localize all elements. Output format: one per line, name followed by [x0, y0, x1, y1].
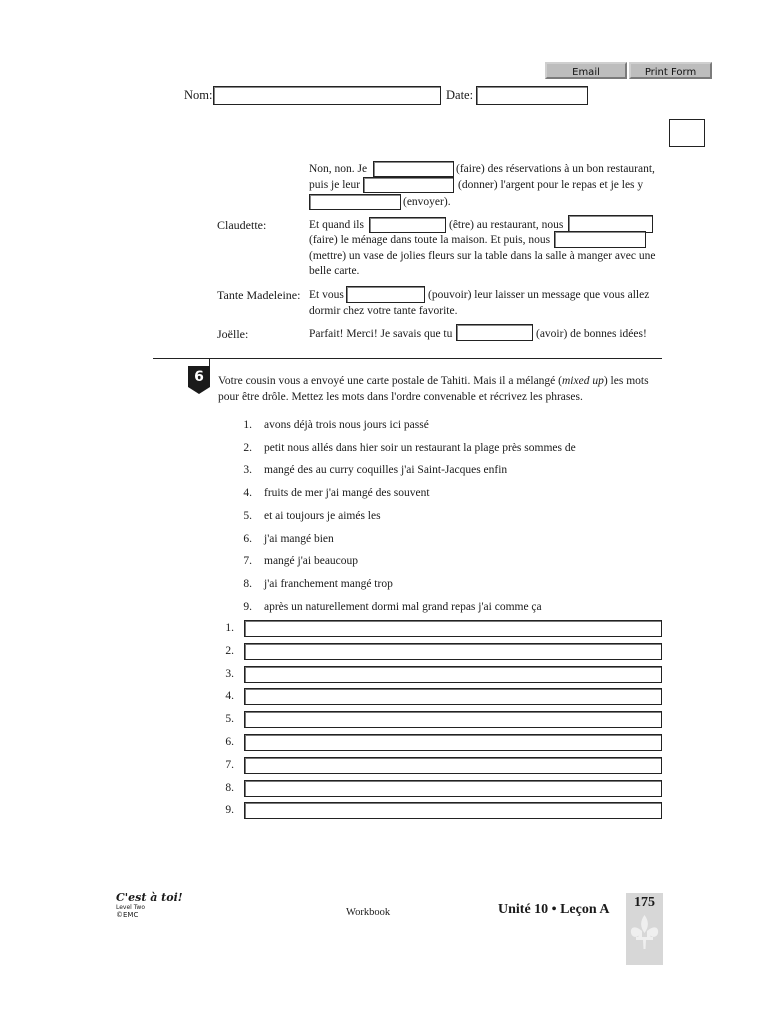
level-text: Level Two — [116, 904, 145, 911]
brand-logo: C'est à toi! — [116, 891, 183, 904]
instr-em: mixed up — [562, 375, 604, 387]
madeleine-line-1b: (pouvoir) leur laisser un message que vous allez — [428, 289, 650, 301]
answer-field[interactable] — [244, 688, 662, 705]
answer-number: 8. — [225, 781, 234, 794]
item-text: j'ai mangé bien — [264, 532, 334, 545]
item-text: avons déjà trois nous jours ici passé — [264, 419, 429, 431]
item-text: petit nous allés dans hier soir un restaurant la plage près sommes de — [264, 441, 576, 454]
answer-field[interactable] — [244, 780, 662, 797]
item-number: 6. — [243, 532, 252, 545]
item-text: mangé j'ai beaucoup — [264, 555, 359, 568]
date-label: Date: — [446, 88, 474, 102]
claudette-line-2: (faire) le ménage dans toute la maison. Et puis, nous — [309, 234, 551, 246]
answer-number: 7. — [225, 758, 234, 771]
exercise-number-badge — [188, 366, 210, 394]
speaker-joelle: Joëlle: — [217, 327, 249, 341]
avoir-field[interactable] — [456, 324, 533, 341]
envoyer-field[interactable] — [309, 194, 401, 210]
speaker-tante-madeleine: Tante Madeleine: — [217, 288, 301, 302]
mettre-field[interactable] — [554, 231, 646, 248]
faire-field-1[interactable] — [373, 161, 454, 177]
item-number: 2. — [243, 441, 252, 454]
instructions-line-2: pour être drôle. Mettez les mots dans l'ordre convenable et récrivez les phrases. — [218, 391, 583, 403]
item-text: et ai toujours je aimés les — [264, 509, 381, 522]
item-text: j'ai franchement mangé trop — [264, 577, 393, 590]
claudette-line-4: belle carte. — [309, 265, 360, 277]
section-divider — [153, 358, 662, 359]
speaker-claudette: Claudette: — [217, 218, 267, 232]
answer-number: 6. — [225, 736, 234, 748]
item-number: 4. — [243, 487, 252, 500]
item-text: après un naturellement dormi mal grand repas j'ai comme ça — [264, 600, 542, 613]
answer-field[interactable] — [244, 802, 662, 819]
instr-post: ) les mots — [603, 375, 649, 387]
answer-field[interactable] — [244, 711, 662, 728]
dialogue-line-3: (envoyer). — [403, 196, 451, 208]
item-number: 3. — [243, 464, 252, 477]
nom-field[interactable] — [213, 86, 441, 105]
joelle-line-1b: (avoir) de bonnes idées! — [536, 328, 647, 340]
item-number: 7. — [243, 555, 252, 568]
dialogue-line-2b: (donner) l'argent pour le repas et je les y — [458, 179, 644, 191]
page-number-block — [626, 893, 663, 965]
dialogue-line-1a: Non, non. Je — [309, 163, 368, 175]
dialogue-line-1b: (faire) des réservations à un bon restaurant, — [456, 163, 655, 175]
score-box[interactable] — [669, 119, 705, 147]
answer-number: 1. — [225, 622, 234, 634]
email-button[interactable]: Email — [545, 62, 627, 79]
answer-field[interactable] — [244, 734, 662, 751]
answer-number: 4. — [225, 690, 234, 703]
answer-field[interactable] — [244, 666, 662, 683]
print-form-button[interactable]: Print Form — [629, 62, 712, 79]
claudette-line-1b: (être) au restaurant, nous — [449, 219, 564, 231]
item-number: 8. — [243, 577, 252, 590]
page-number: 175 — [634, 895, 655, 910]
joelle-line-1a: Parfait! Merci! Je savais que tu — [309, 328, 453, 340]
item-number: 5. — [243, 509, 252, 522]
item-number: 1. — [243, 419, 252, 431]
claudette-line-1a: Et quand ils — [309, 219, 364, 231]
instructions-line-1 — [218, 374, 649, 389]
item-text: fruits de mer j'ai mangé des souvent — [264, 487, 430, 500]
answer-number: 2. — [225, 644, 234, 657]
copyright-text: ©EMC — [116, 911, 139, 919]
donner-field[interactable] — [363, 177, 454, 193]
answer-field[interactable] — [244, 643, 662, 660]
answer-field[interactable] — [244, 620, 662, 637]
exercise-number: 6 — [194, 369, 204, 385]
answer-number: 5. — [225, 713, 234, 726]
workbook-label: Workbook — [346, 907, 391, 918]
etre-field[interactable] — [369, 217, 446, 233]
unit-lesson-label: Unité 10 • Leçon A — [498, 902, 610, 917]
pouvoir-field[interactable] — [346, 286, 425, 303]
date-field[interactable] — [476, 86, 588, 105]
dialogue-line-2a: puis je leur — [309, 179, 361, 191]
madeleine-line-2: dormir chez votre tante favorite. — [309, 305, 458, 317]
item-text: mangé des au curry coquilles j'ai Saint-Jacques enfin — [264, 464, 508, 477]
answer-number: 3. — [225, 667, 234, 680]
instr-pre: Votre cousin vous a envoyé une carte postale de Tahiti. Mais il a mélangé ( — [218, 375, 562, 387]
answer-field[interactable] — [244, 757, 662, 774]
item-number: 9. — [243, 600, 252, 613]
madeleine-line-1a: Et vous — [309, 289, 344, 301]
answer-number: 9. — [225, 804, 234, 817]
nom-label: Nom: — [184, 88, 213, 102]
claudette-line-3: (mettre) un vase de jolies fleurs sur la table dans la salle à manger avec une — [309, 250, 656, 262]
